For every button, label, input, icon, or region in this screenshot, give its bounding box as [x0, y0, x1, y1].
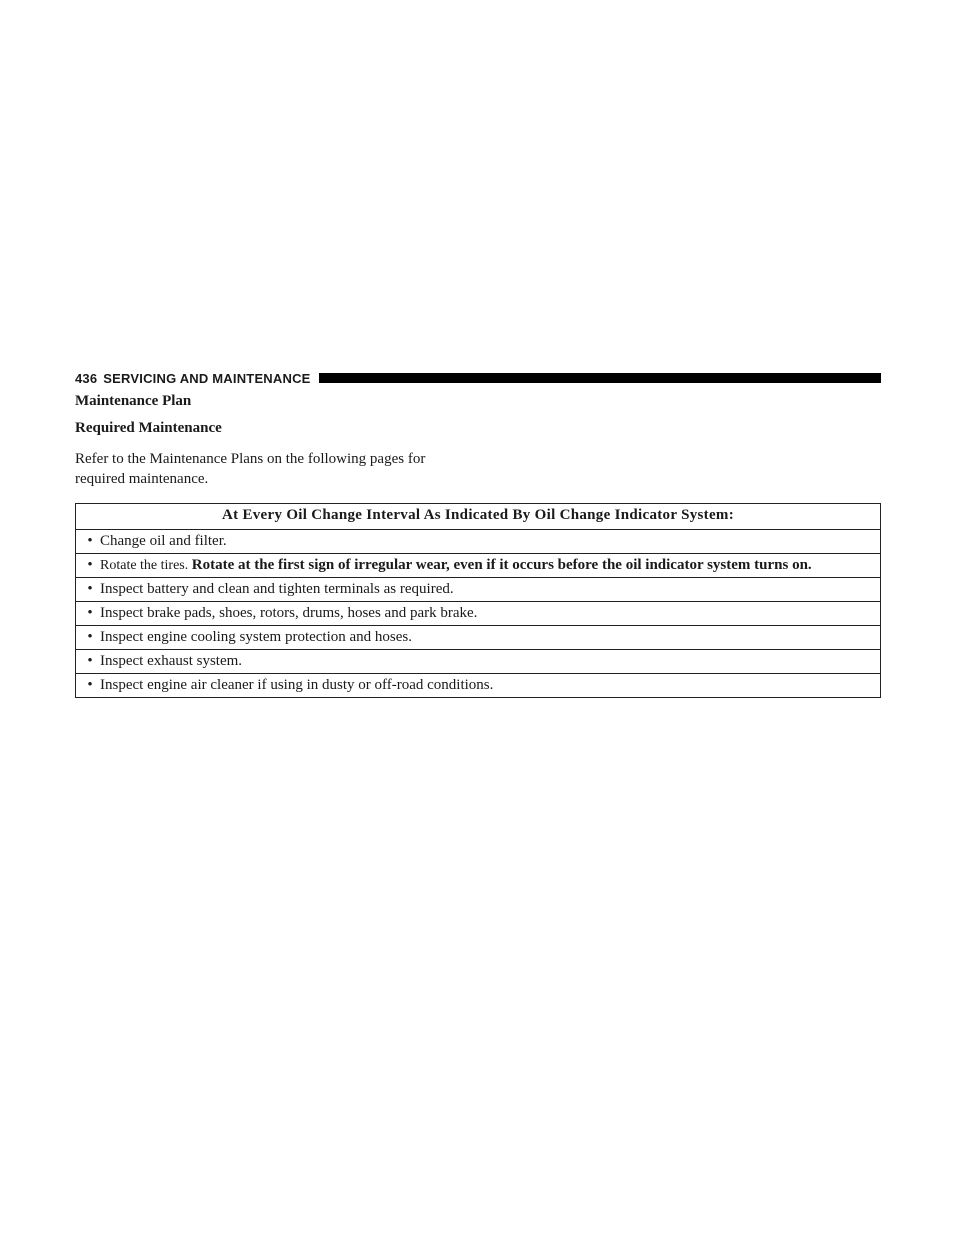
bullet-icon: •: [87, 557, 93, 573]
page-number: 436: [75, 370, 98, 386]
table-row: [76, 602, 881, 626]
list-item: [80, 556, 876, 575]
table-row: [76, 626, 881, 650]
item-text: [100, 580, 876, 599]
item-text-regular: Inspect engine air cleaner if using in dusty or off-road conditions.: [100, 677, 494, 693]
table-row: [76, 578, 881, 602]
header-rule: [319, 373, 881, 383]
table-row: [76, 554, 881, 578]
item-text-regular: Inspect exhaust system.: [100, 653, 243, 669]
intro-line-2: required maintenance.: [75, 471, 209, 487]
item-text: [100, 676, 876, 695]
page-header: [75, 370, 881, 386]
maintenance-table: [75, 503, 881, 698]
list-item: [80, 676, 876, 695]
list-item: [80, 604, 876, 623]
table-cell: [76, 602, 881, 626]
table-cell: [76, 674, 881, 698]
list-item: [80, 628, 876, 647]
item-text: [100, 628, 876, 647]
intro-line-1: Refer to the Maintenance Plans on the following pages for: [75, 451, 426, 467]
table-cell: [76, 578, 881, 602]
table-header: At Every Oil Change Interval As Indicated By Oil Change Indicator System:: [76, 504, 881, 530]
item-text-regular: Inspect brake pads, shoes, rotors, drums, hoses and park brake.: [100, 605, 478, 621]
list-item: [80, 532, 876, 551]
section-title: SERVICING AND MAINTENANCE: [103, 370, 311, 386]
table-row: [76, 530, 881, 554]
item-text-regular: Inspect battery and clean and tighten terminals as required.: [100, 581, 454, 597]
bullet-icon: •: [87, 605, 93, 621]
table-cell: [76, 626, 881, 650]
bullet-icon: •: [87, 653, 93, 669]
item-text-bold: Rotate at the first sign of irregular wear, even if it occurs before the oil indicator system turns on.: [191, 557, 812, 573]
bullet-icon: •: [87, 581, 93, 597]
list-item: [80, 580, 876, 599]
heading-maintenance-plan: Maintenance Plan: [75, 393, 192, 409]
table-cell: [76, 530, 881, 554]
table-row: [76, 650, 881, 674]
table-row: [76, 674, 881, 698]
item-text-regular: Change oil and filter.: [100, 533, 227, 549]
item-text: [100, 604, 876, 623]
heading-required-maintenance: Required Maintenance: [75, 420, 222, 436]
item-text-regular: Inspect engine cooling system protection and hoses.: [100, 629, 413, 645]
bullet-icon: •: [87, 533, 93, 549]
table-cell: [76, 554, 881, 578]
list-item: [80, 652, 876, 671]
intro-paragraph: [75, 449, 495, 489]
item-text: [100, 652, 876, 671]
table-cell: [76, 650, 881, 674]
bullet-icon: •: [87, 677, 93, 693]
item-text-regular: Rotate the tires.: [100, 558, 192, 573]
item-text: [100, 532, 876, 551]
bullet-icon: •: [87, 629, 93, 645]
table-header-row: [76, 504, 881, 530]
item-text: [100, 556, 876, 575]
